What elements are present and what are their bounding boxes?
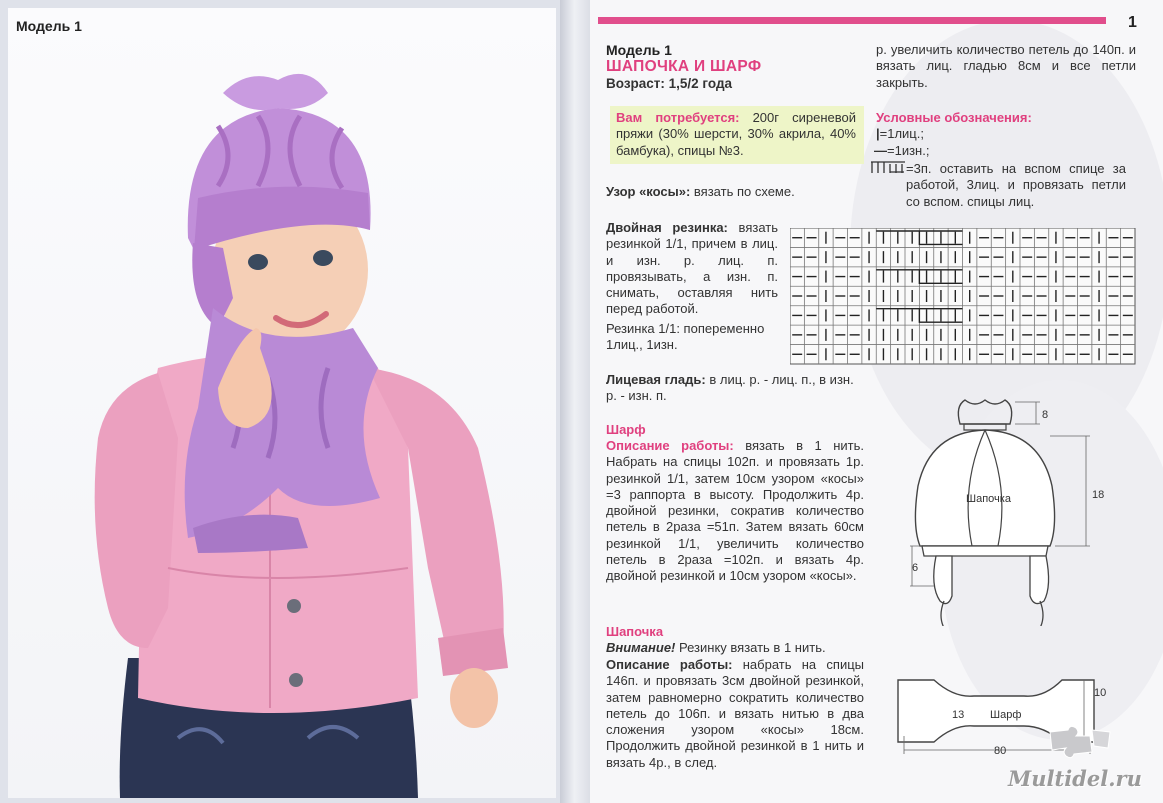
double-rib-label: Двойная резинка: — [606, 220, 728, 235]
double-rib-text: вязать резинкой 1/1, причем в лиц. и изн. р. лиц. п. провязывать, а изн. п. снимать, оставляя нить перед работой. — [606, 220, 778, 317]
page-number: 1 — [1128, 14, 1137, 31]
cable-pattern-text: вязать по схеме. — [690, 184, 795, 199]
child-illustration — [8, 8, 556, 798]
scarf-dim-length: 80 — [994, 745, 1007, 756]
legend-purl-text: =1изн.; — [887, 143, 930, 158]
scarf-text: вязать в 1 нить. Набрать на спицы 102п. и провязать 1р. резинкой 1/1, затем 10см узором «косы» =3 раппорта в высоту. Продолжить 4р. двойной резинки, сократив количество петель в 2раза =51п. Затем вязать 60см резинкой 1/1, увеличить количество петель в 2раза =102п. и вязать 4р. двойной резинкой и 10см узором «косы». — [606, 438, 864, 584]
main-title: ШАПОЧКА И ШАРФ — [606, 58, 762, 75]
double-rib-section — [606, 220, 778, 318]
hat-attention — [606, 640, 864, 656]
attention-text: Резинку вязать в 1 нить. — [675, 640, 826, 655]
scarf-heading: Шарф — [606, 422, 646, 437]
hat-label: Описание работы: — [606, 657, 733, 672]
hat-instructions — [606, 657, 864, 771]
legend-purl: —=1изн.; — [874, 143, 930, 158]
rib-1x1-note: Резинка 1/1: попеременно 1лиц., 1изн. — [606, 321, 765, 353]
puzzle-logo-icon — [1040, 722, 1120, 762]
stockinette-section — [606, 372, 864, 405]
materials-label: Вам потребуется: — [616, 110, 740, 125]
age-line: Возраст: 1,5/2 года — [606, 76, 733, 91]
header-stripe — [598, 17, 1106, 24]
materials-text — [616, 110, 856, 159]
hat-instructions-continued: р. увеличить количество петель до 140п. и вязать лиц. гладью 8см и все петли закрыть. — [876, 42, 1136, 90]
materials-body: 200г сиреневой пряжи (30% шерсти, 30% акрила, 40% бамбука), спицы №3. — [616, 110, 856, 158]
legend-heading: Условные обозначения: — [876, 110, 1032, 125]
scarf-diagram-label: Шарф — [990, 709, 1022, 721]
scarf-dim-width: 13 — [952, 709, 965, 721]
page-model-label: Модель 1 — [16, 18, 82, 34]
stockinette-label: Лицевая гладь: — [606, 372, 706, 387]
cable-pattern-note — [606, 184, 864, 200]
legend-knit-text: =1лиц.; — [879, 126, 924, 141]
scarf-instructions — [606, 438, 864, 585]
hat-schematic — [900, 396, 1120, 626]
model-title: Модель 1 — [606, 42, 672, 58]
hat-heading: Шапочка — [606, 624, 664, 639]
left-page — [0, 0, 578, 803]
site-watermark: Multidel.ru — [1008, 766, 1142, 791]
hat-dim-side: 18 — [1092, 489, 1105, 501]
hat-dim-top: 8 — [1042, 409, 1049, 421]
legend-cable-symbol — [870, 160, 910, 178]
cable-pattern-label: Узор «косы»: — [606, 184, 691, 199]
hat-diagram-label: Шапочка — [966, 493, 1011, 505]
model-photo — [8, 8, 556, 798]
scarf-dim-end: 10 — [1094, 687, 1107, 699]
legend-knit: |=1лиц.; — [876, 126, 924, 141]
heading-block — [606, 42, 864, 91]
stockinette-text: в лиц. р. - лиц. п., в изн. р. - изн. п. — [606, 372, 854, 404]
hat-text: набрать на спицы 146п. и провязать 3см двойной резинкой, затем равномерно сократить количество петель до 106п. и вязать нитью в два сложения узором «косы» 18см. Продолжить двойной резинкой в 1 нить и вязать 4р., в след. — [606, 657, 864, 770]
scarf-label: Описание работы: — [606, 438, 734, 453]
cable-knitting-chart — [790, 228, 1137, 366]
hat-dim-earflap: 6 — [912, 562, 919, 574]
attention-label: Внимание! — [606, 640, 676, 655]
cable-symbol-icon — [870, 160, 906, 174]
legend-cable: =3п. оставить на вспом спице за работой, 3лиц. и провязать петли со вспом. спицы лиц. — [906, 161, 1126, 209]
